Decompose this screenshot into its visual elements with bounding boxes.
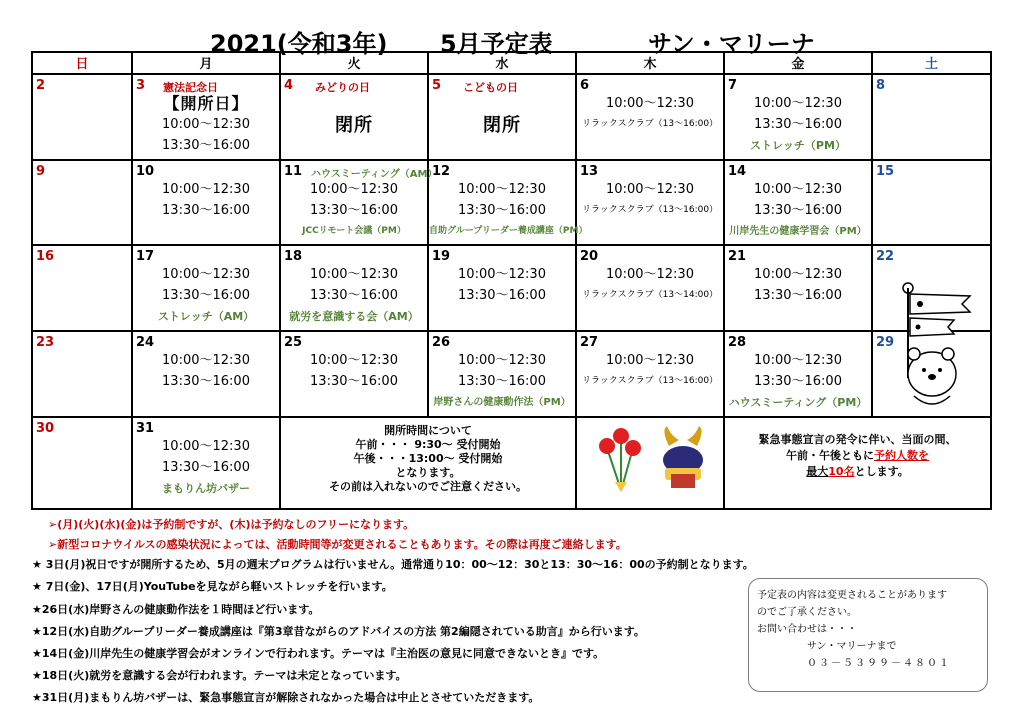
time-pm: 13:30～16:00 bbox=[754, 202, 842, 218]
time-am: 10:00～12:30 bbox=[458, 267, 546, 283]
day-number: 19 bbox=[432, 249, 451, 265]
event-note: ストレッチ（PM） bbox=[750, 138, 846, 152]
event-label: ハウスミーティング（AM） bbox=[311, 168, 438, 180]
notice-line: となります。 bbox=[395, 465, 461, 479]
note-line: ★31日(月)まもりん坊バザーは、緊急事態宣言が解除されなかった場合は中止とさせていただきます。 bbox=[32, 691, 540, 704]
time-am: 10:00～12:30 bbox=[162, 267, 250, 283]
day-number: 9 bbox=[36, 163, 46, 179]
day-cell bbox=[132, 417, 280, 509]
day-number: 28 bbox=[728, 335, 747, 351]
day-number: 4 bbox=[284, 77, 294, 93]
day-number: 21 bbox=[728, 249, 747, 265]
day-cell bbox=[280, 331, 428, 417]
carnation-icon bbox=[599, 428, 641, 492]
carnation-icon bbox=[577, 418, 723, 502]
event-note: 自助グループリーダー養成講座（PM） bbox=[429, 225, 588, 236]
time-pm: 13:30～16:00 bbox=[162, 202, 250, 218]
day-number: 3 bbox=[136, 77, 146, 93]
day-cell bbox=[872, 160, 991, 246]
closed-label: 閉所 bbox=[483, 114, 521, 136]
day-cell bbox=[576, 160, 724, 246]
time-pm: 13:30～16:00 bbox=[458, 288, 546, 304]
day-number: 26 bbox=[432, 335, 451, 351]
emergency-highlight: 予約人数を bbox=[874, 448, 929, 462]
contact-line: のでご了承ください。 bbox=[757, 607, 857, 618]
kabuto-helmet-icon bbox=[663, 426, 703, 488]
day-cell bbox=[32, 331, 132, 417]
day-cell bbox=[132, 331, 280, 417]
title-month: 5月予定表 bbox=[440, 30, 553, 58]
day-cell bbox=[576, 245, 724, 331]
day-cell bbox=[32, 245, 132, 331]
time-am: 10:00～12:30 bbox=[606, 181, 694, 197]
time-am: 10:00～12:30 bbox=[162, 116, 250, 132]
time-pm: 13:30～16:00 bbox=[754, 374, 842, 390]
contact-line: 予定表の内容は変更されることがあります bbox=[757, 590, 947, 601]
event-note: リラックスクラブ（13～16:00） bbox=[581, 376, 719, 387]
note-line: ★ 7日(金)、17日(月)YouTubeを見ながら軽いストレッチを行います。 bbox=[32, 580, 393, 593]
day-number: 7 bbox=[728, 77, 738, 93]
day-cell bbox=[872, 74, 991, 160]
day-number: 14 bbox=[728, 163, 747, 179]
day-number: 16 bbox=[36, 249, 55, 265]
closed-label: 閉所 bbox=[335, 114, 373, 136]
time-am: 10:00～12:30 bbox=[162, 438, 250, 454]
note-line: ★18日(火)就労を意識する会が行われます。テーマは未定となっています。 bbox=[32, 669, 407, 682]
event-note: 就労を意識する会（AM） bbox=[289, 310, 419, 324]
day-cell bbox=[132, 74, 280, 160]
time-am: 10:00～12:30 bbox=[606, 95, 694, 111]
day-cell bbox=[32, 160, 132, 246]
day-number: 27 bbox=[580, 335, 599, 351]
emergency-line-2 bbox=[725, 448, 990, 464]
event-note: 川岸先生の健康学習会（PM） bbox=[729, 225, 867, 237]
time-pm: 13:30～16:00 bbox=[754, 116, 842, 132]
hours-notice-cell bbox=[280, 417, 576, 509]
time-pm: 13:30～16:00 bbox=[754, 288, 842, 304]
time-am: 10:00～12:30 bbox=[606, 267, 694, 283]
event-note: リラックスクラブ（13～14:00） bbox=[581, 290, 719, 301]
weekday-thu: 木 bbox=[576, 52, 724, 74]
day-number: 22 bbox=[876, 249, 895, 265]
holiday-label: みどりの日 bbox=[315, 80, 370, 94]
time-am: 10:00～12:30 bbox=[310, 353, 398, 369]
event-note: リラックスクラブ（13～16:00） bbox=[581, 118, 719, 129]
day-cell bbox=[724, 74, 872, 160]
contact-box bbox=[748, 578, 988, 692]
day-number: 15 bbox=[876, 163, 895, 179]
holiday-label: こどもの日 bbox=[463, 80, 518, 94]
time-pm: 13:30～16:00 bbox=[458, 374, 546, 390]
day-number: 6 bbox=[580, 77, 590, 93]
weekday-tue: 火 bbox=[280, 52, 428, 74]
time-am: 10:00～12:30 bbox=[162, 181, 250, 197]
weekday-sun: 日 bbox=[32, 52, 132, 74]
title-year: 2021(令和3年) bbox=[210, 30, 388, 58]
emergency-line-1: 緊急事態宣言の発令に伴い、当面の間、 bbox=[758, 432, 957, 446]
day-cell bbox=[280, 160, 438, 246]
day-number: 17 bbox=[136, 249, 155, 265]
illustration-cell bbox=[576, 417, 724, 509]
time-am: 10:00～12:30 bbox=[310, 181, 398, 197]
page-title bbox=[0, 24, 1024, 58]
weekday-header bbox=[32, 52, 991, 74]
koinobori-bear-icon bbox=[900, 278, 988, 428]
event-note: 岸野さんの健康動作法（PM） bbox=[433, 397, 571, 409]
day-number: 5 bbox=[432, 77, 442, 93]
event-note: ストレッチ（AM） bbox=[157, 310, 255, 324]
notice-line: 開所時間について bbox=[384, 423, 472, 437]
note-line: ★14日(金)川岸先生の健康学習会がオンラインで行われます。テーマは『主治医の意見に同意できないとき』です。 bbox=[32, 647, 605, 660]
time-am: 10:00～12:30 bbox=[754, 267, 842, 283]
time-pm: 13:30～16:00 bbox=[162, 459, 250, 475]
time-am: 10:00～12:30 bbox=[310, 267, 398, 283]
time-pm: 13:30～16:00 bbox=[310, 202, 398, 218]
note-line: ➢(月)(火)(水)(金)は予約制ですが、(木)は予約なしのフリーになります。 bbox=[48, 518, 415, 531]
time-pm: 13:30～16:00 bbox=[458, 202, 546, 218]
emergency-highlight: 10名 bbox=[828, 464, 855, 478]
time-pm: 13:30～16:00 bbox=[310, 374, 398, 390]
day-number: 23 bbox=[36, 335, 55, 351]
day-number: 11 bbox=[284, 163, 303, 179]
time-am: 10:00～12:30 bbox=[754, 181, 842, 197]
day-number: 31 bbox=[136, 420, 155, 436]
day-cell bbox=[32, 74, 132, 160]
time-pm: 13:30～16:00 bbox=[162, 374, 250, 390]
emergency-notice bbox=[725, 432, 990, 480]
holiday-label: 憲法記念日 bbox=[163, 80, 218, 94]
day-cell bbox=[428, 160, 588, 246]
day-cell bbox=[280, 74, 428, 160]
time-am: 10:00～12:30 bbox=[458, 181, 546, 197]
day-cell bbox=[428, 245, 576, 331]
day-number: 10 bbox=[136, 163, 155, 179]
day-cell bbox=[428, 74, 576, 160]
event-note: まもりん坊バザー bbox=[162, 481, 250, 495]
day-cell bbox=[576, 331, 724, 417]
day-cell bbox=[724, 245, 872, 331]
day-cell bbox=[280, 245, 428, 331]
contact-line: お問い合わせは・・・ bbox=[757, 624, 857, 635]
time-pm: 13:30～16:00 bbox=[310, 288, 398, 304]
day-cell bbox=[428, 331, 576, 417]
day-cell bbox=[576, 74, 724, 160]
contact-phone: ０３－５３９９－４８０１ bbox=[807, 658, 951, 669]
weekday-wed: 水 bbox=[428, 52, 576, 74]
event-note: JCCリモート会議（PM） bbox=[302, 225, 406, 236]
calendar-table bbox=[31, 51, 992, 510]
time-pm: 13:30～16:00 bbox=[162, 137, 250, 153]
note-line: ★ 3日(月)祝日ですが開所するため、5月の週末プログラムは行いません。通常通り10：00～12：30と13：30～16：00の予約制となります。 bbox=[32, 558, 754, 571]
notice-line: 午後・・・13:00～ 受付開始 bbox=[353, 451, 503, 465]
day-cell bbox=[724, 331, 872, 417]
time-am: 10:00～12:30 bbox=[458, 353, 546, 369]
event-note: ハウスミーティング（PM） bbox=[728, 396, 868, 410]
day-number: 2 bbox=[36, 77, 46, 93]
day-number: 18 bbox=[284, 249, 303, 265]
title-org: サン・マリーナ bbox=[648, 30, 815, 58]
emergency-text: 午前・午後ともに bbox=[786, 448, 874, 462]
weekday-sat: 土 bbox=[872, 52, 991, 74]
day-cell bbox=[132, 245, 280, 331]
day-number: 25 bbox=[284, 335, 303, 351]
notice-line: 午前・・・ 9:30～ 受付開始 bbox=[355, 437, 501, 451]
emergency-text: 最大 bbox=[806, 464, 829, 478]
notice-line: その前は入れないのでご注意ください。 bbox=[329, 479, 527, 493]
time-am: 10:00～12:30 bbox=[754, 95, 842, 111]
weekday-mon: 月 bbox=[132, 52, 280, 74]
time-am: 10:00～12:30 bbox=[754, 353, 842, 369]
time-am: 10:00～12:30 bbox=[162, 353, 250, 369]
day-number: 8 bbox=[876, 77, 886, 93]
note-line: ★26日(水)岸野さんの健康動作法を１時間ほど行います。 bbox=[32, 603, 320, 616]
day-cell bbox=[724, 160, 872, 246]
day-cell bbox=[132, 160, 280, 246]
emergency-notice-cell bbox=[724, 417, 991, 509]
day-number: 24 bbox=[136, 335, 155, 351]
open-label: 【開所日】 bbox=[163, 93, 249, 113]
day-number: 30 bbox=[36, 420, 55, 436]
time-pm: 13:30～16:00 bbox=[162, 288, 250, 304]
time-am: 10:00～12:30 bbox=[606, 353, 694, 369]
weekday-fri: 金 bbox=[724, 52, 872, 74]
emergency-line-3 bbox=[725, 464, 990, 480]
day-number: 20 bbox=[580, 249, 599, 265]
day-number: 12 bbox=[432, 163, 451, 179]
event-note: リラックスクラブ（13～16:00） bbox=[581, 204, 719, 215]
day-cell bbox=[32, 417, 132, 509]
hours-notice bbox=[281, 424, 575, 494]
note-line: ➢新型コロナウイルスの感染状況によっては、活動時間等が変更されることもあります。その際は再度ご連絡します。 bbox=[48, 538, 627, 551]
contact-org: サン・マリーナまで bbox=[807, 641, 897, 652]
emergency-text: とします。 bbox=[854, 464, 909, 478]
day-number: 13 bbox=[580, 163, 599, 179]
note-line: ★12日(水)自助グループリーダー養成講座は『第3章昔ながらのアドバイスの方法 第2編隠されている助言』から行います。 bbox=[32, 625, 645, 638]
day-number: 29 bbox=[876, 335, 895, 351]
